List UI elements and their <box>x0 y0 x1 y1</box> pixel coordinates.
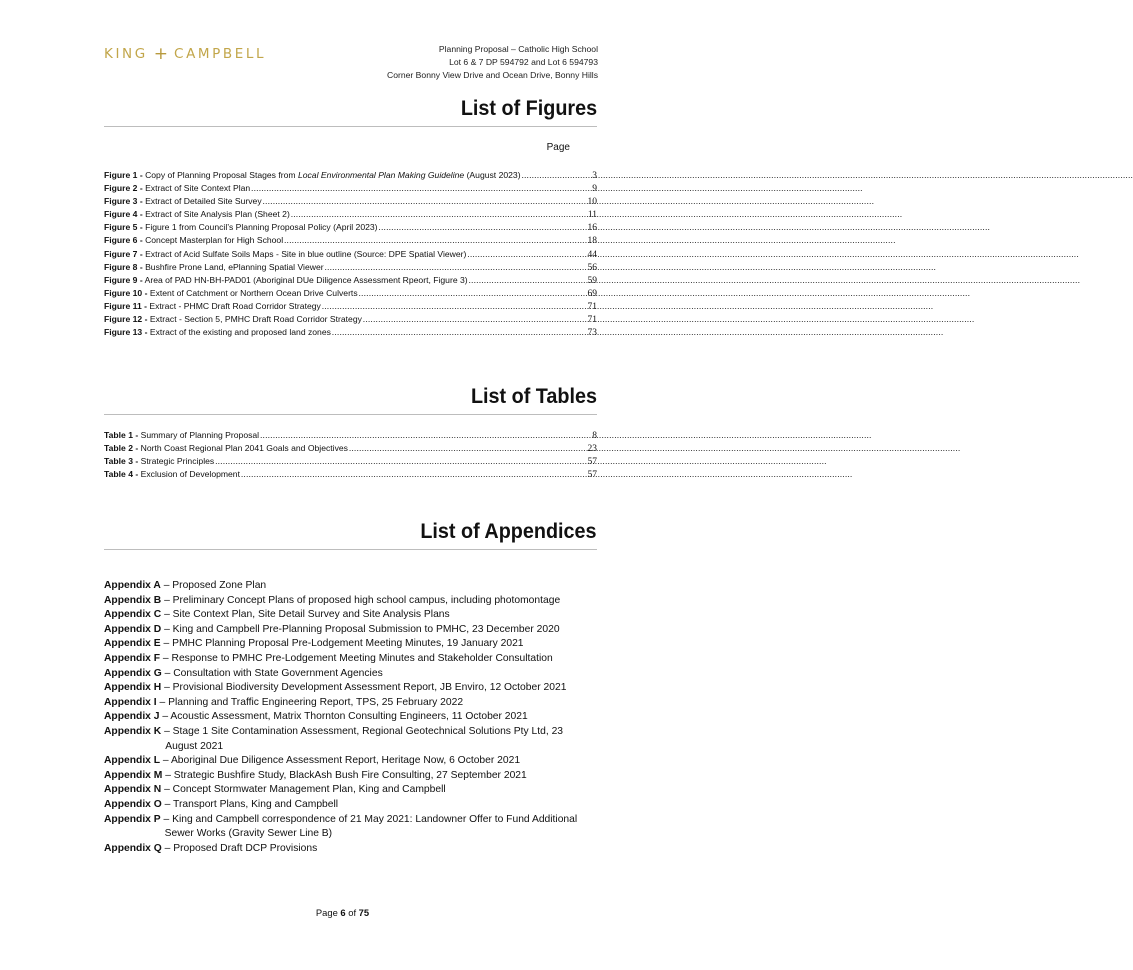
appendix-entry <box>104 842 594 857</box>
appendix-label: Appendix M <box>104 769 163 781</box>
appendix-entry <box>104 652 594 667</box>
figure-entry[interactable] <box>104 208 597 221</box>
appendix-label: Appendix A <box>104 580 161 591</box>
appendix-description: – Strategic Bushfire Study, BlackAsh Bush Fire Consulting, 27 September 2021 <box>162 769 527 781</box>
dot-leader <box>260 429 591 441</box>
figure-page-number: 71 <box>587 301 597 312</box>
appendix-label: Appendix I <box>104 696 157 708</box>
dot-leader <box>349 442 587 454</box>
appendix-text <box>104 725 594 754</box>
figure-entry[interactable] <box>104 195 597 208</box>
dot-leader <box>469 274 587 286</box>
appendix-label: Appendix G <box>104 667 162 679</box>
figure-entry[interactable] <box>104 261 597 274</box>
figure-entry-title <box>104 221 378 233</box>
table-entry[interactable] <box>104 442 597 455</box>
footer-page-prefix: Page <box>315 907 341 918</box>
appendix-text <box>104 594 560 609</box>
appendix-label: Appendix P <box>104 813 161 825</box>
figure-page-number: 10 <box>587 197 597 208</box>
appendix-label: Appendix L <box>104 755 161 767</box>
appendix-label: Appendix E <box>104 638 161 650</box>
table-page-number: 57 <box>587 470 597 481</box>
appendix-description: – Concept Stormwater Management Plan, King and Campbell <box>161 784 446 796</box>
figure-page-number: 59 <box>587 275 597 286</box>
dot-leader <box>379 221 587 233</box>
figure-page-number: 73 <box>587 328 597 339</box>
company-logo <box>104 44 266 64</box>
dot-leader <box>322 300 587 312</box>
appendix-entry <box>104 754 594 769</box>
appendix-text <box>104 769 527 784</box>
figure-caption: Bushfire Prone Land, ePlanning Spatial Viewer <box>142 261 324 272</box>
appendix-text <box>104 608 450 623</box>
header-line-1: Planning Proposal – Catholic High School <box>438 44 598 54</box>
figure-label: Figure 6 - <box>104 235 143 246</box>
table-label: Table 3 - <box>104 456 139 467</box>
figure-caption: Extract of the existing and proposed land zones <box>147 327 331 338</box>
figure-page-number: 44 <box>587 249 597 260</box>
appendix-entry <box>104 608 594 623</box>
table-caption: North Coast Regional Plan 2041 Goals and Objectives <box>138 443 348 454</box>
figure-label: Figure 3 - <box>104 196 143 207</box>
appendix-label: Appendix H <box>104 682 162 694</box>
appendix-entry <box>104 696 594 711</box>
appendix-text <box>104 681 566 696</box>
tables-divider <box>104 414 597 415</box>
appendix-label: Appendix B <box>104 594 162 606</box>
appendix-entry <box>104 594 594 609</box>
figure-label: Figure 12 - <box>104 314 148 325</box>
appendix-label: Appendix D <box>104 623 162 635</box>
appendix-text <box>104 783 446 798</box>
figure-entry[interactable] <box>104 287 597 300</box>
appendix-entry <box>104 798 594 813</box>
dot-leader <box>215 455 586 467</box>
figure-page-number: 56 <box>587 262 597 273</box>
appendix-description: – Consultation with State Government Agencies <box>161 667 383 679</box>
table-label: Table 2 - <box>104 443 139 454</box>
appendix-entry <box>104 813 594 842</box>
table-label: Table 1 - <box>104 430 139 440</box>
appendix-label: Appendix F <box>104 652 161 664</box>
appendix-entry <box>104 725 594 754</box>
table-caption: Strategic Principles <box>138 456 215 467</box>
appendix-text <box>104 813 594 842</box>
appendix-text <box>104 696 463 711</box>
document-header-info <box>387 43 598 82</box>
appendix-description: – Stage 1 Site Contamination Assessment, Regional Geotechnical Solutions Pty Ltd, 23 August 2021 <box>161 725 564 752</box>
appendix-text <box>104 623 560 638</box>
figure-entry-title <box>104 208 290 220</box>
figure-caption: Concept Masterplan for High School <box>142 235 284 246</box>
table-entry[interactable] <box>104 455 597 468</box>
figure-entry[interactable] <box>104 274 597 287</box>
figure-entry-title <box>104 248 466 260</box>
table-entry[interactable] <box>104 429 597 442</box>
appendix-entry <box>104 579 594 594</box>
logo-word-left: KING <box>104 46 148 62</box>
dot-leader <box>359 287 587 299</box>
figure-caption-italic: Local Environmental Plan Making Guideline <box>297 170 465 180</box>
figure-entry[interactable] <box>104 169 597 182</box>
appendix-description: – PMHC Planning Proposal Pre-Lodgement Meeting Minutes, 19 January 2021 <box>160 638 524 650</box>
header-line-2: Lot 6 & 7 DP 594792 and Lot 6 594793 <box>449 57 598 67</box>
figure-label: Figure 7 - <box>104 248 143 259</box>
appendix-entry <box>104 637 594 652</box>
dot-leader <box>251 182 591 194</box>
appendix-description: – Preliminary Concept Plans of proposed high school campus, including photomontage <box>161 594 561 606</box>
dot-leader <box>241 468 587 480</box>
appendix-description: – Proposed Zone Plan <box>160 580 267 591</box>
figure-page-number: 9 <box>592 184 597 195</box>
figure-page-number: 3 <box>592 171 597 181</box>
appendix-text <box>104 710 528 725</box>
appendix-text <box>104 798 338 813</box>
appendix-label: Appendix J <box>104 711 160 723</box>
figure-entry[interactable] <box>104 234 597 247</box>
appendix-description: – Proposed Draft DCP Provisions <box>161 842 318 854</box>
figure-caption: Extent of Catchment or Northern Ocean Drive Culverts <box>147 287 358 298</box>
figure-caption: Extract of Site Context Plan <box>142 183 251 194</box>
appendix-text <box>104 579 266 594</box>
figure-caption: Area of PAD HN-BH-PAD01 (Aboriginal DUe Diligence Assessment Rpeort, Figure 3) <box>142 274 468 285</box>
figure-caption: Extract - PHMC Draft Road Corridor Strategy <box>146 300 321 311</box>
figure-label: Figure 9 - <box>104 274 143 285</box>
appendix-entry <box>104 769 594 784</box>
figure-label: Figure 5 - <box>104 222 143 233</box>
appendix-label: Appendix K <box>104 725 162 737</box>
appendix-label: Appendix O <box>104 798 162 810</box>
appendix-entry <box>104 710 594 725</box>
appendix-description: – Transport Plans, King and Campbell <box>161 798 339 810</box>
figure-entry[interactable] <box>104 313 597 326</box>
appendix-description: – King and Campbell correspondence of 21 May 2021: Landowner Offer to Fund Additional Sewer Works (Gravity Sewer Line B) <box>160 813 578 840</box>
appendix-description: – Site Context Plan, Site Detail Survey and Site Analysis Plans <box>161 609 450 621</box>
dot-leader <box>522 169 592 181</box>
appendix-description: – Provisional Biodiversity Development Assessment Report, JB Enviro, 12 October 2021 <box>161 682 567 694</box>
figures-divider <box>104 126 597 127</box>
table-entry-title <box>104 442 348 454</box>
appendix-label: Appendix C <box>104 609 162 621</box>
table-entry[interactable] <box>104 468 597 481</box>
appendices-heading: List of Appendices <box>420 519 597 543</box>
appendix-text <box>104 637 524 652</box>
dot-leader <box>332 326 587 338</box>
table-caption: Exclusion of Development <box>138 469 240 480</box>
figure-page-number: 71 <box>587 315 597 326</box>
dot-leader <box>291 208 587 220</box>
appendix-description: – Aboriginal Due Diligence Assessment Report, Heritage Now, 6 October 2021 <box>160 755 521 767</box>
figure-entry-title <box>104 300 321 312</box>
appendix-entry <box>104 783 594 798</box>
appendices-divider <box>104 549 597 550</box>
figure-label: Figure 13 - <box>104 327 148 338</box>
appendix-text <box>104 754 520 769</box>
table-page-number: 23 <box>587 444 597 455</box>
dot-leader <box>363 313 587 325</box>
figure-page-number: 18 <box>587 236 597 247</box>
appendix-label: Appendix N <box>104 784 162 796</box>
appendix-entry <box>104 681 594 696</box>
figure-label: Figure 2 - <box>104 183 143 194</box>
figure-caption: Extract - Section 5, PMHC Draft Road Corridor Strategy <box>147 314 362 325</box>
figure-caption-end: (August 2023) <box>464 170 521 180</box>
table-entry-title <box>104 455 214 467</box>
appendices-list <box>104 579 594 856</box>
table-page-number: 8 <box>592 431 597 441</box>
figure-entry-title <box>104 287 358 299</box>
table-entry-title <box>104 429 259 441</box>
figure-label: Figure 4 - <box>104 209 143 220</box>
figure-page-number: 11 <box>587 210 597 221</box>
figure-entry[interactable] <box>104 248 597 261</box>
figure-entry-title <box>104 274 468 286</box>
figure-entry[interactable] <box>104 221 597 234</box>
header-line-3: Corner Bonny View Drive and Ocean Drive, Bonny Hills <box>387 70 598 80</box>
appendix-description: – King and Campbell Pre-Planning Proposal Submission to PMHC, 23 December 2020 <box>161 623 560 635</box>
figure-entry-title <box>104 169 521 181</box>
figure-caption: Copy of Planning Proposal Stages from <box>142 170 298 180</box>
figure-page-number: 16 <box>587 223 597 234</box>
appendix-label: Appendix Q <box>104 842 162 854</box>
appendix-entry <box>104 623 594 638</box>
figure-entry[interactable] <box>104 300 597 313</box>
footer-page-total: 75 <box>358 907 370 918</box>
figures-list <box>104 169 597 339</box>
figure-page-number: 69 <box>587 288 597 299</box>
logo-word-right: CAMPBELL <box>174 46 267 62</box>
page-footer <box>0 907 685 918</box>
appendix-description: – Acoustic Assessment, Matrix Thornton Consulting Engineers, 11 October 2021 <box>159 711 528 723</box>
appendix-text <box>104 667 383 682</box>
figure-entry-title <box>104 182 250 194</box>
figures-heading: List of Figures <box>460 96 597 120</box>
table-page-number: 57 <box>587 457 597 468</box>
figure-label: Figure 8 - <box>104 261 143 272</box>
figure-entry[interactable] <box>104 326 597 339</box>
figure-label: Figure 11 - <box>104 300 147 311</box>
table-entry-title <box>104 468 240 480</box>
appendix-text <box>104 652 553 667</box>
page-column-header: Page <box>546 142 570 153</box>
appendix-entry <box>104 667 594 682</box>
figure-entry[interactable] <box>104 182 597 195</box>
figure-entry-title <box>104 261 324 273</box>
tables-list <box>104 429 597 481</box>
tables-heading: List of Tables <box>470 384 597 408</box>
figure-entry-title <box>104 326 331 338</box>
dot-leader <box>467 248 586 260</box>
figure-entry-title <box>104 195 262 207</box>
figure-caption: Extract of Detailed Site Survey <box>142 196 262 207</box>
footer-page-sep: of <box>345 907 359 918</box>
dot-leader <box>325 261 587 273</box>
figure-entry-title <box>104 313 362 325</box>
dot-leader <box>284 234 586 246</box>
appendix-description: – Planning and Traffic Engineering Report, TPS, 25 February 2022 <box>156 696 464 708</box>
table-label: Table 4 - <box>104 469 139 480</box>
figure-entry-title <box>104 234 283 246</box>
table-caption: Summary of Planning Proposal <box>138 430 260 440</box>
figure-caption: Figure 1 from Council’s Planning Proposal Policy (April 2023) <box>142 222 378 233</box>
footer-page-current: 6 <box>340 907 346 918</box>
figure-caption: Extract of Acid Sulfate Soils Maps - Site in blue outline (Source: DPE Spatial Viewer) <box>142 248 467 259</box>
figure-label: Figure 1 - <box>104 170 143 180</box>
appendix-text <box>104 842 317 857</box>
figure-caption: Extract of Site Analysis Plan (Sheet 2) <box>142 209 290 220</box>
dot-leader <box>263 195 587 207</box>
figure-label: Figure 10 - <box>104 287 148 298</box>
appendix-description: – Response to PMHC Pre-Lodgement Meeting Minutes and Stakeholder Consultation <box>160 652 553 664</box>
logo-plus-icon: + <box>153 44 169 64</box>
